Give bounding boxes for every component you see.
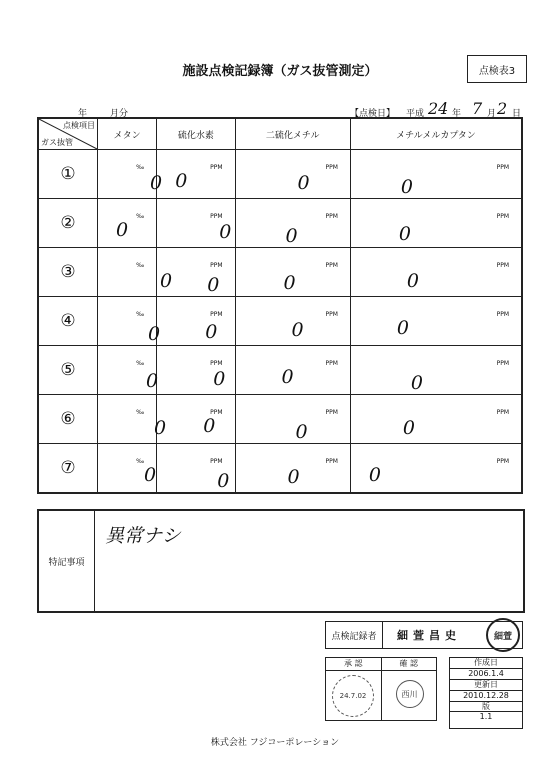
measured-value: 0 xyxy=(285,225,298,247)
table-row xyxy=(38,297,522,346)
measured-value: 0 xyxy=(406,270,419,292)
table-row xyxy=(38,346,522,395)
measurement-cell xyxy=(98,199,157,248)
gas-pipe-number: ④ xyxy=(38,297,98,346)
month-label: 月分 xyxy=(110,109,129,119)
company-name: 株式会社 フジコーポレーション xyxy=(210,738,340,748)
unit-label: PPM xyxy=(210,360,223,367)
month-unit: 月 xyxy=(487,109,497,119)
unit-label: PPM xyxy=(496,360,509,367)
measured-value: 0 xyxy=(398,223,411,245)
measurement-cell xyxy=(157,346,235,395)
created-label: 作成日 xyxy=(450,658,522,669)
measurement-cell xyxy=(98,346,157,395)
notes-box xyxy=(37,509,525,613)
measured-value: 0 xyxy=(400,176,413,198)
measurement-cell xyxy=(235,297,350,346)
table-row xyxy=(38,199,522,248)
unit-label: ‰ xyxy=(136,262,145,269)
measured-value: 0 xyxy=(146,370,159,392)
measurement-cell xyxy=(157,199,235,248)
table-row xyxy=(38,395,522,444)
unit-label: PPM xyxy=(210,164,223,171)
measured-value: 0 xyxy=(150,172,163,194)
approval-box xyxy=(325,657,437,721)
unit-label: PPM xyxy=(496,409,509,416)
unit-label: ‰ xyxy=(136,164,145,171)
unit-label: PPM xyxy=(496,458,509,465)
gas-pipe-number: ⑦ xyxy=(38,444,98,494)
measured-value: 0 xyxy=(291,319,304,341)
recorder-name: 細萱昌史 xyxy=(397,629,461,642)
unit-label: PPM xyxy=(210,213,223,220)
recorder-label: 点検記録者 xyxy=(326,622,383,648)
gas-pipe-number: ⑥ xyxy=(38,395,98,444)
measured-value: 0 xyxy=(219,221,232,243)
measured-value: 0 xyxy=(154,417,167,439)
measured-value: 0 xyxy=(295,421,308,443)
table-row xyxy=(38,150,522,199)
unit-label: PPM xyxy=(325,213,338,220)
date-month: 7 xyxy=(472,99,483,118)
column-header: 硫化水素 xyxy=(157,118,235,150)
measured-value: 0 xyxy=(297,172,310,194)
measurement-cell xyxy=(235,150,350,199)
measured-value: 0 xyxy=(287,466,300,488)
unit-label: ‰ xyxy=(136,409,145,416)
updated-date: 2010.12.28 xyxy=(450,691,522,702)
unit-label: PPM xyxy=(496,262,509,269)
page-title: 施設点検記録簿（ガス抜管測定） xyxy=(182,64,378,79)
measurement-cell xyxy=(350,444,522,494)
recorder-seal: 細萱 xyxy=(486,618,520,652)
measured-value: 0 xyxy=(160,270,173,292)
confirm-column xyxy=(382,658,437,720)
notes-text: 異常ナシ xyxy=(105,525,181,547)
document-info-box xyxy=(449,657,523,729)
column-header: メチルメルカプタン xyxy=(350,118,522,150)
unit-label: PPM xyxy=(325,360,338,367)
measurement-cell xyxy=(98,248,173,297)
unit-label: PPM xyxy=(210,409,223,416)
measurement-cell xyxy=(98,297,161,346)
measurement-cell xyxy=(157,150,235,199)
column-header: 二硫化メチル xyxy=(235,118,350,150)
table-row xyxy=(38,444,522,494)
gas-pipe-number: ⑤ xyxy=(38,346,98,395)
inspection-date-label: 【点検日】 xyxy=(350,109,396,119)
table-corner-cell xyxy=(38,118,98,150)
measured-value: 0 xyxy=(116,219,129,241)
measured-value: 0 xyxy=(281,366,294,388)
gas-pipe-number: ① xyxy=(38,150,98,199)
measurement-cell xyxy=(98,444,157,494)
unit-label: ‰ xyxy=(136,213,145,220)
year-unit: 年 xyxy=(452,109,462,119)
unit-label: PPM xyxy=(210,458,223,465)
approve-label: 承 認 xyxy=(326,658,381,671)
year-label: 年 xyxy=(78,109,88,119)
gas-pipe-number: ② xyxy=(38,199,98,248)
unit-label: PPM xyxy=(325,409,338,416)
created-date: 2006.1.4 xyxy=(450,669,522,680)
measurement-cell xyxy=(157,444,235,494)
measured-value: 0 xyxy=(217,470,230,492)
measurement-cell xyxy=(235,248,350,297)
era-label: 平成 xyxy=(406,109,425,119)
measurement-cell xyxy=(350,346,522,395)
unit-label: PPM xyxy=(325,458,338,465)
measured-value: 0 xyxy=(410,372,423,394)
measured-value: 0 xyxy=(402,417,415,439)
measurement-cell xyxy=(350,248,522,297)
unit-label: PPM xyxy=(496,311,509,318)
unit-label: PPM xyxy=(325,262,338,269)
unit-label: PPM xyxy=(210,262,223,269)
measurement-cell xyxy=(235,395,350,444)
confirm-seal: 西川 xyxy=(396,680,424,708)
day-unit: 日 xyxy=(512,109,522,119)
table-row xyxy=(38,248,522,297)
updated-label: 更新日 xyxy=(450,680,522,691)
measured-value: 0 xyxy=(144,464,157,486)
unit-label: PPM xyxy=(325,164,338,171)
unit-label: ‰ xyxy=(136,458,145,465)
measured-value: 0 xyxy=(207,274,220,296)
unit-label: PPM xyxy=(496,164,509,171)
measurement-cell xyxy=(350,199,522,248)
measured-value: 0 xyxy=(175,170,188,192)
approve-column xyxy=(326,658,382,720)
unit-label: PPM xyxy=(210,311,223,318)
measurement-cell xyxy=(350,150,522,199)
measurement-cell xyxy=(235,199,350,248)
measurement-cell xyxy=(98,395,167,444)
measurement-cell xyxy=(157,248,235,297)
approve-seal: 24.7.02 xyxy=(332,675,374,717)
measurement-cell xyxy=(157,395,235,444)
measured-value: 0 xyxy=(283,272,296,294)
measurement-cell xyxy=(350,395,522,444)
measured-value: 0 xyxy=(203,415,216,437)
column-header: メタン xyxy=(98,118,157,150)
measurement-cell xyxy=(235,444,350,494)
corner-bottom-label: ガス抜管 xyxy=(41,138,73,147)
measured-value: 0 xyxy=(148,323,161,345)
confirm-label: 確 認 xyxy=(382,658,437,671)
unit-label: ‰ xyxy=(136,360,145,367)
version-value: 1.1 xyxy=(479,712,493,722)
measurement-cell xyxy=(235,346,350,395)
form-number-box: 点検表3 xyxy=(467,55,527,83)
measurement-table xyxy=(37,117,523,494)
table-header-row xyxy=(38,118,522,150)
version-label: 版 xyxy=(450,702,522,713)
unit-label: PPM xyxy=(325,311,338,318)
date-day: 2 xyxy=(497,99,508,118)
measured-value: 0 xyxy=(396,317,409,339)
date-year: 24 xyxy=(428,99,449,118)
corner-top-label: 点検項目 xyxy=(63,121,95,130)
measurement-cell xyxy=(350,297,522,346)
gas-pipe-number: ③ xyxy=(38,248,98,297)
unit-label: ‰ xyxy=(136,311,145,318)
measured-value: 0 xyxy=(368,464,381,486)
notes-label: 特記事項 xyxy=(39,511,95,611)
measured-value: 0 xyxy=(213,368,226,390)
measured-value: 0 xyxy=(205,321,218,343)
unit-label: PPM xyxy=(496,213,509,220)
measurement-cell xyxy=(98,150,163,199)
measurement-cell xyxy=(157,297,235,346)
